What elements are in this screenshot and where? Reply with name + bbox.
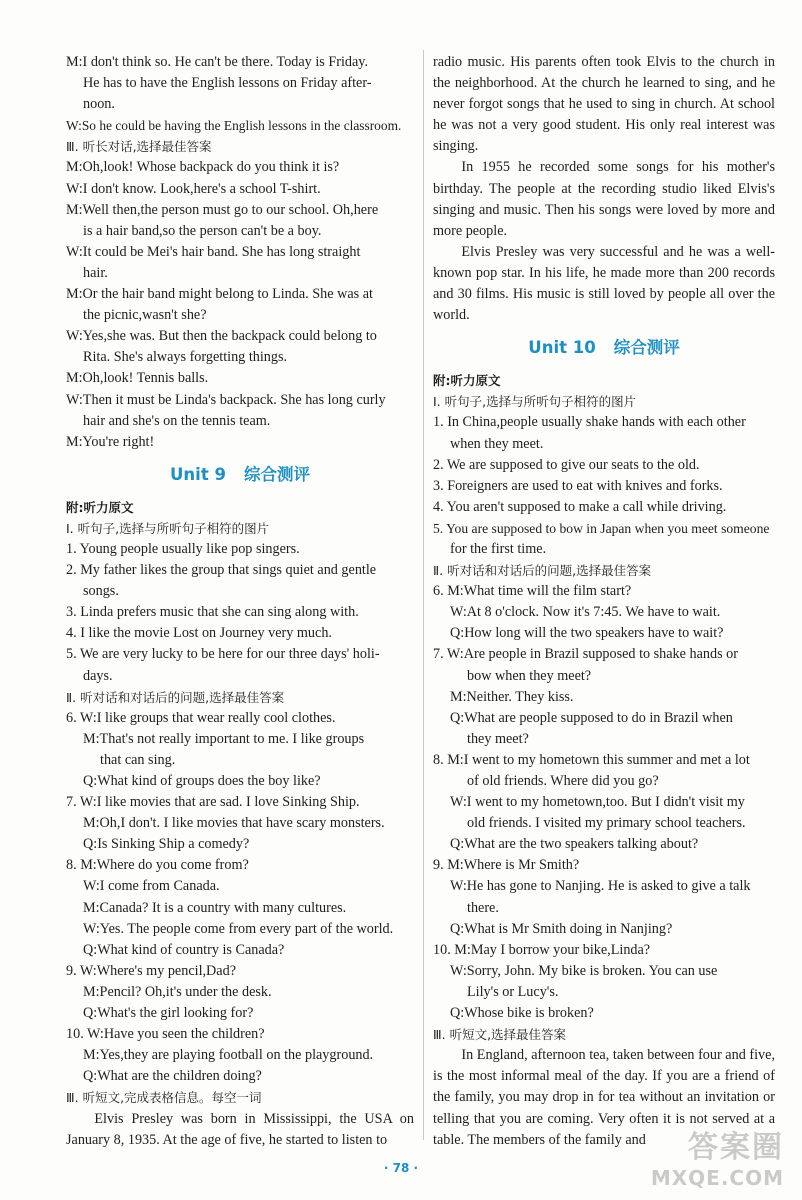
list-item: W:Yes. The people come from every part of the world. — [83, 920, 394, 937]
right-column — [433, 52, 775, 1151]
list-item: M:Yes,they are playing football on the playground. — [83, 1047, 374, 1064]
list-item: Q:How long will the two speakers have to wait? — [450, 625, 724, 642]
unit9-title-number: Unit 9 — [170, 464, 226, 484]
list-item: M:Pencil? Oh,it's under the desk. — [83, 983, 272, 1000]
section-title: Ⅲ. 听短文,完成表格信息。每空一词 — [66, 1090, 262, 1106]
list-item: 2. My father likes the group that sings quiet and gentle — [66, 562, 377, 579]
column-divider — [423, 50, 424, 1140]
list-item: W:At 8 o'clock. Now it's 7:45. We have to wait. — [450, 604, 721, 621]
dialogue-line: W:So he could be having the English lessons in the classroom. — [66, 118, 402, 134]
elvis-paragraph-1: radio music. His parents often took Elvis to the church in the neighborhood. At the church he learned to sing, and he never forgot songs that he used to sing in church. At school he was not a very good student. His only real interest was singing. — [433, 54, 775, 155]
list-item: M:Canada? It is a country with many cultures. — [83, 899, 347, 916]
dialogue-line: M:Oh,look! Tennis balls. — [66, 370, 209, 387]
section-title: Ⅱ. 听对话和对话后的问题,选择最佳答案 — [66, 689, 285, 705]
list-item: Lily's or Lucy's. — [467, 983, 559, 1000]
list-item: 7. W:Are people in Brazil supposed to shake hands or — [433, 646, 738, 663]
section-title: Ⅱ. 听对话和对话后的问题,选择最佳答案 — [433, 563, 652, 579]
watermark-logo — [651, 1122, 784, 1190]
list-item: songs. — [83, 583, 119, 600]
list-item: that can sing. — [100, 751, 176, 768]
list-item: Q:What are the two speakers talking about? — [450, 836, 699, 853]
list-item: Q:Is Sinking Ship a comedy? — [83, 836, 250, 853]
list-item: Q:What are people supposed to do in Brazil when — [450, 709, 733, 726]
list-item: 10. M:May I borrow your bike,Linda? — [433, 941, 651, 958]
dialogue-line: M:Or the hair band might belong to Linda. She was at — [66, 286, 373, 303]
list-item: M:Oh,I don't. I like movies that have scary monsters. — [83, 815, 385, 832]
list-item: 3. Linda prefers music that she can sing along with. — [66, 604, 359, 621]
list-item: Q:What kind of country is Canada? — [83, 941, 285, 958]
dialogue-line: W:It could be Mei's hair band. She has long straight — [66, 243, 361, 260]
list-item: Q:What's the girl looking for? — [83, 1005, 254, 1022]
dialogue-line: W:I don't know. Look,here's a school T-shirt. — [66, 180, 321, 197]
section-title: Ⅲ. 听短文,选择最佳答案 — [433, 1027, 567, 1043]
dialogue-line: W:Yes,she was. But then the backpack could belong to — [66, 328, 377, 345]
list-item: Q:Whose bike is broken? — [450, 1005, 594, 1022]
list-item: 10. W:Have you seen the children? — [66, 1026, 265, 1043]
dialogue-line: the picnic,wasn't she? — [83, 307, 207, 324]
section-title: Ⅰ. 听句子,选择与所听句子相符的图片 — [66, 520, 270, 536]
list-item: M:Neither. They kiss. — [450, 688, 574, 705]
unit9-heading — [66, 453, 414, 497]
list-item: M:That's not really important to me. I like groups — [83, 730, 365, 747]
dialogue-line: hair. — [83, 264, 108, 281]
watermark-url: MXQE.COM — [650, 1166, 784, 1190]
list-item: W:I went to my hometown,too. But I didn't visit my — [450, 794, 745, 811]
dialogue-line: M:You're right! — [66, 433, 155, 450]
list-item: 6. M:What time will the film start? — [433, 583, 632, 600]
unit10-title-text: 综合测评 — [613, 338, 680, 358]
list-item: 9. W:Where's my pencil,Dad? — [66, 962, 236, 979]
dialogue-line: is a hair band,so the person can't be a boy. — [83, 222, 322, 239]
elvis-paragraph-start: Elvis Presley was born in Mississippi, the USA on January 8, 1935. At the age of five, he started to listen to — [66, 1110, 414, 1148]
list-item: days. — [83, 667, 113, 684]
left-column — [66, 52, 414, 1151]
tea-paragraph: In England, afternoon tea, taken between four and five, is the most informal meal of the day. If you are a friend of the family, you may drop in for tea without an invitation or telling that you are coming. Very often it is not served at a table. The members of the family and — [433, 1047, 775, 1148]
list-item: they meet? — [467, 730, 529, 747]
section-title: Ⅲ. 听长对话,选择最佳答案 — [66, 139, 212, 155]
watermark-text: 答案圈 — [688, 1130, 784, 1165]
list-item: Q:What are the children doing? — [83, 1068, 262, 1085]
attachment-label: 附:听力原文 — [66, 499, 134, 515]
page-number: · 78 · — [383, 1161, 419, 1175]
list-item: W:I come from Canada. — [83, 878, 220, 895]
list-item: 1. Young people usually like pop singers. — [66, 540, 300, 557]
list-item: Q:What is Mr Smith doing in Nanjing? — [450, 920, 673, 937]
dialogue-line: He has to have the English lessons on Friday after- — [83, 75, 372, 92]
list-item: 6. W:I like groups that wear really cool clothes. — [66, 709, 336, 726]
list-item: 3. Foreigners are used to eat with knives and forks. — [433, 477, 723, 494]
list-item: 5. We are very lucky to be here for our three days' holi- — [66, 646, 380, 663]
unit10-title-number: Unit 10 — [528, 338, 596, 358]
dialogue-line: hair and she's on the tennis team. — [83, 412, 271, 429]
unit10-heading — [433, 326, 775, 370]
list-item: 4. You aren't supposed to make a call while driving. — [433, 498, 727, 515]
list-item: W:He has gone to Nanjing. He is asked to give a talk — [450, 878, 751, 895]
list-item: for the first time. — [450, 540, 547, 557]
section-title: Ⅰ. 听句子,选择与所听句子相符的图片 — [433, 394, 637, 410]
list-item: 5. You are supposed to bow in Japan when you meet someone — [433, 520, 770, 536]
dialogue-line: Rita. She's always forgetting things. — [83, 349, 288, 366]
list-item: 9. M:Where is Mr Smith? — [433, 857, 580, 874]
attachment-label: 附:听力原文 — [433, 373, 501, 389]
unit9-title-text: 综合测评 — [243, 464, 310, 484]
dialogue-line: noon. — [83, 96, 115, 113]
list-item: 2. We are supposed to give our seats to the old. — [433, 456, 700, 473]
list-item: there. — [467, 899, 499, 916]
list-item: 7. W:I like movies that are sad. I love Sinking Ship. — [66, 794, 360, 811]
list-item: W:Sorry, John. My bike is broken. You can use — [450, 962, 718, 979]
list-item: when they meet. — [450, 435, 544, 452]
dialogue-line: M:Well then,the person must go to our school. Oh,here — [66, 201, 379, 218]
list-item: old friends. I visited my primary school teachers. — [467, 815, 746, 832]
elvis-paragraph-3: Elvis Presley was very successful and he was a well-known pop star. In his life, he made more than 200 records and 30 films. His music is still loved by people all over the world. — [433, 243, 775, 324]
dialogue-line: M:I don't think so. He can't be there. Today is Friday. — [66, 54, 369, 70]
list-item: 8. M:Where do you come from? — [66, 857, 249, 874]
list-item: Q:What kind of groups does the boy like? — [83, 773, 321, 789]
elvis-paragraph-2: In 1955 he recorded some songs for his mother's birthday. The people at the recording studio liked Elvis's singing and music. Then his songs were loved by more and more people. — [433, 159, 775, 239]
list-item: bow when they meet? — [467, 667, 592, 684]
list-item: 8. M:I went to my hometown this summer and met a lot — [433, 751, 750, 768]
list-item: 4. I like the movie Lost on Journey very much. — [66, 625, 332, 642]
dialogue-line: W:Then it must be Linda's backpack. She has long curly — [66, 391, 386, 408]
list-item: 1. In China,people usually shake hands with each other — [433, 414, 746, 431]
dialogue-line: M:Oh,look! Whose backpack do you think it is? — [66, 159, 340, 176]
list-item: of old friends. Where did you go? — [467, 773, 659, 789]
